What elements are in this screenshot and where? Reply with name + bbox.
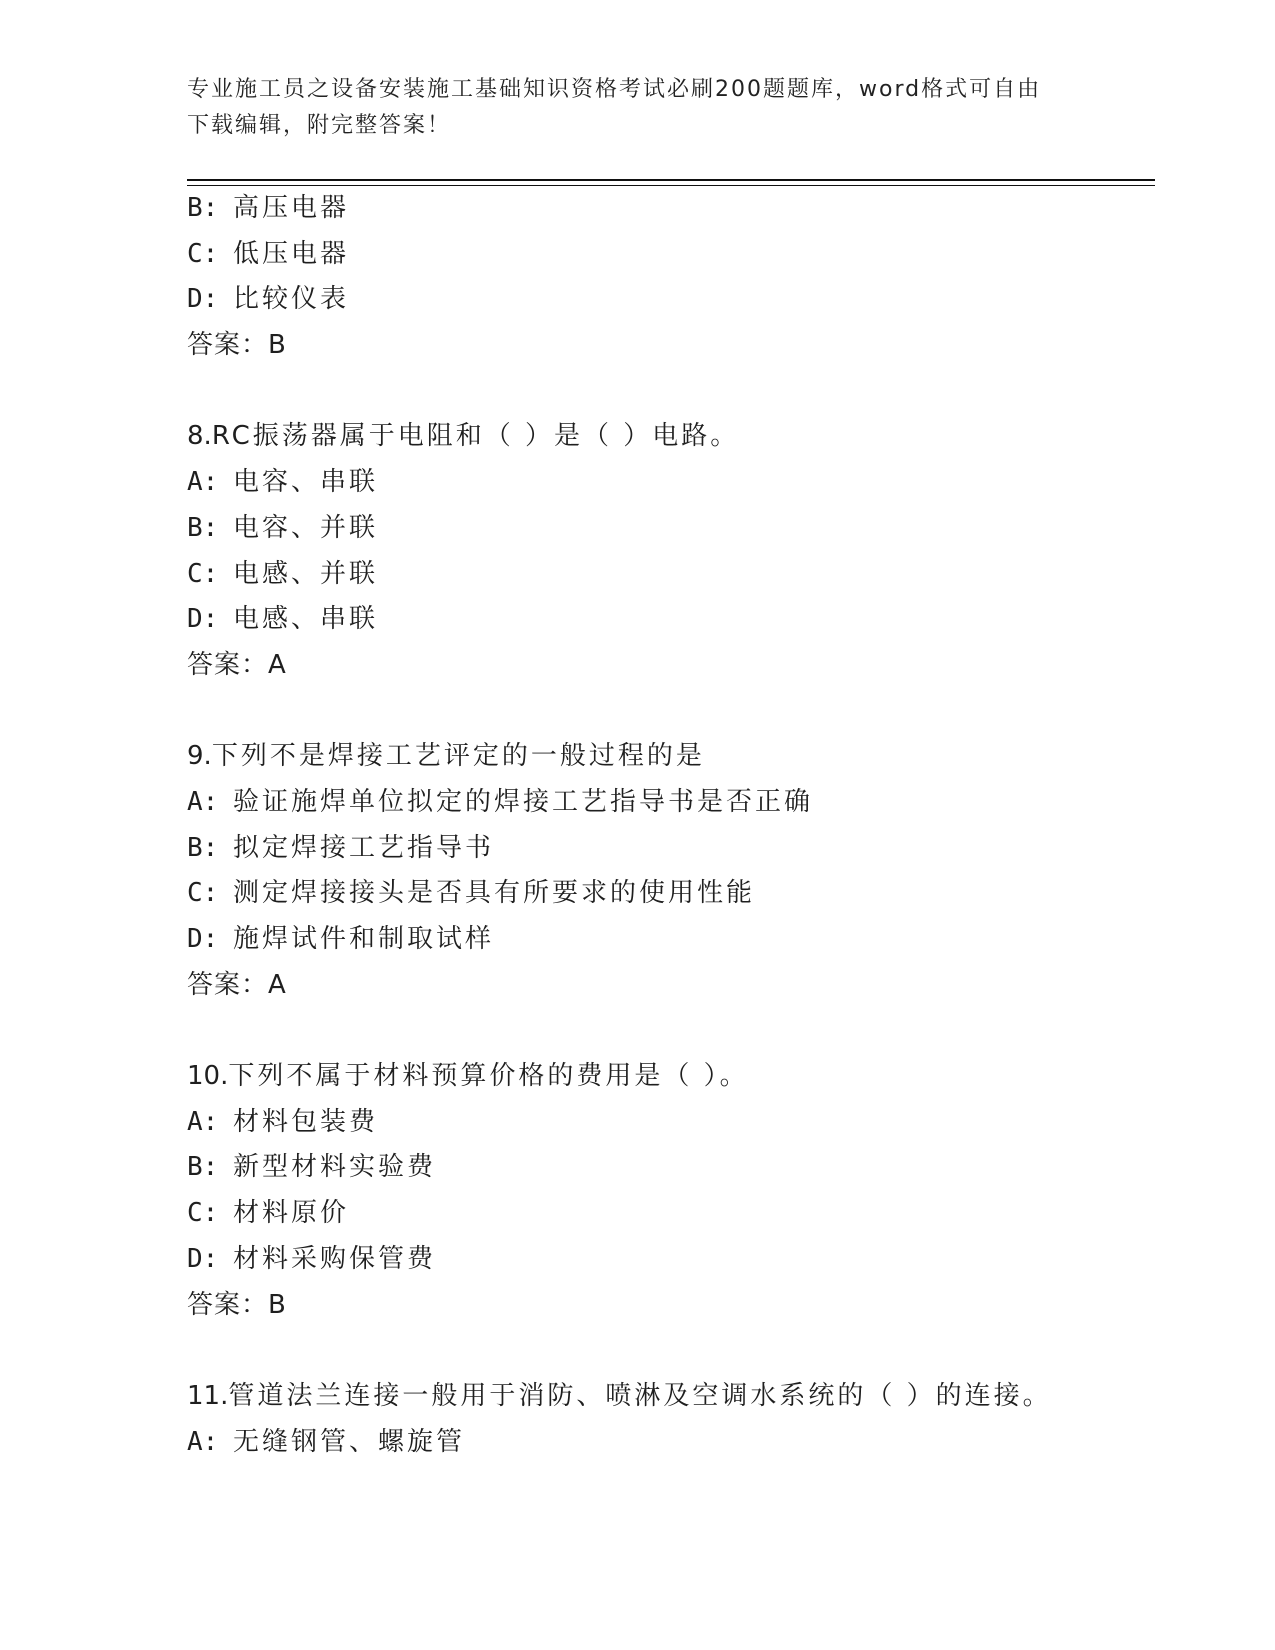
header-title-line-2: 下载编辑，附完整答案！ [187,113,452,138]
option-letter: B: [187,193,219,223]
answer-label: 答案： [187,1289,269,1320]
question-list [187,186,1155,1465]
spacer [187,1328,1155,1374]
option-row [187,597,1155,643]
option-letter: C: [187,878,219,909]
option-row [187,1191,1155,1237]
question-text: RC振荡器属于电阻和（ ）是（ ）电路。 [211,421,740,452]
option-letter: C: [187,558,219,589]
option-text: 拟定焊接工艺指导书 [233,832,495,863]
option-row [187,506,1155,552]
option-letter: A: [187,786,219,817]
option-letter: D: [187,924,219,954]
option-text: 低压电器 [233,238,350,269]
answer-value: B [268,1289,287,1320]
option-row [187,1237,1155,1283]
option-text: 电感、串联 [233,604,379,635]
option-letter: B: [187,832,219,863]
option-row [187,917,1155,963]
option-row [187,277,1155,323]
question-block-partial [187,186,1155,369]
option-text: 材料采购保管费 [233,1243,437,1274]
spacer [187,689,1155,735]
header-title-line-1: 专业施工员之设备安装施工基础知识资格考试必刷200题题库，word格式可自由 [187,77,1042,102]
option-text: 电容、并联 [233,512,379,543]
option-text: 测定焊接接头是否具有所要求的使用性能 [233,878,756,909]
option-row [187,1100,1155,1146]
question-number: 8. [187,421,212,452]
option-text: 电感、并联 [233,558,379,589]
answer-row [187,323,1155,369]
option-row [187,460,1155,506]
question-stem [187,1054,1155,1100]
question-stem [187,1374,1155,1420]
header-rule-thick [187,179,1155,181]
option-text: 验证施焊单位拟定的焊接工艺指导书是否正确 [233,786,814,817]
option-text: 电容、串联 [233,467,379,498]
answer-value: B [268,330,287,361]
question-block-9 [187,734,1155,1008]
option-letter: C: [187,1198,219,1229]
answer-label: 答案： [187,330,269,361]
question-stem [187,734,1155,780]
answer-value: A [268,969,287,1000]
spacer [187,1008,1155,1054]
answer-row [187,643,1155,689]
option-letter: A: [187,1426,219,1457]
question-text: 下列不属于材料预算价格的费用是（ ）。 [228,1061,749,1092]
option-row [187,186,1155,232]
option-letter: A: [187,467,219,498]
answer-label: 答案： [187,649,269,680]
option-row [187,552,1155,598]
option-row [187,826,1155,872]
document-header [187,72,1077,144]
question-text: 管道法兰连接一般用于消防、喷淋及空调水系统的（ ）的连接。 [228,1380,1052,1411]
option-letter: D: [187,1243,219,1274]
spacer [187,369,1155,415]
answer-row [187,1283,1155,1329]
option-letter: D: [187,604,219,635]
option-text: 比较仪表 [233,284,350,315]
question-block-8 [187,414,1155,688]
option-text: 材料包装费 [233,1106,379,1137]
question-block-11 [187,1374,1155,1465]
question-text: 下列不是焊接工艺评定的一般过程的是 [211,741,705,772]
option-row [187,1145,1155,1191]
question-number: 9. [187,741,212,772]
option-text: 施焊试件和制取试样 [233,924,495,954]
option-row [187,871,1155,917]
question-number: 11. [187,1380,229,1411]
option-letter: D: [187,284,219,315]
option-text: 材料原价 [233,1198,350,1229]
option-letter: A: [187,1106,219,1137]
answer-row [187,963,1155,1009]
option-text: 无缝钢管、螺旋管 [233,1426,466,1457]
option-row [187,232,1155,278]
option-row [187,780,1155,826]
answer-value: A [268,649,287,680]
option-text: 高压电器 [233,193,350,223]
question-block-10 [187,1054,1155,1328]
option-letter: B: [187,512,219,543]
question-number: 10. [187,1061,229,1092]
option-letter: B: [187,1152,219,1183]
option-letter: C: [187,238,219,269]
option-text: 新型材料实验费 [233,1152,437,1183]
answer-label: 答案： [187,969,269,1000]
option-row [187,1420,1155,1466]
question-stem [187,414,1155,460]
